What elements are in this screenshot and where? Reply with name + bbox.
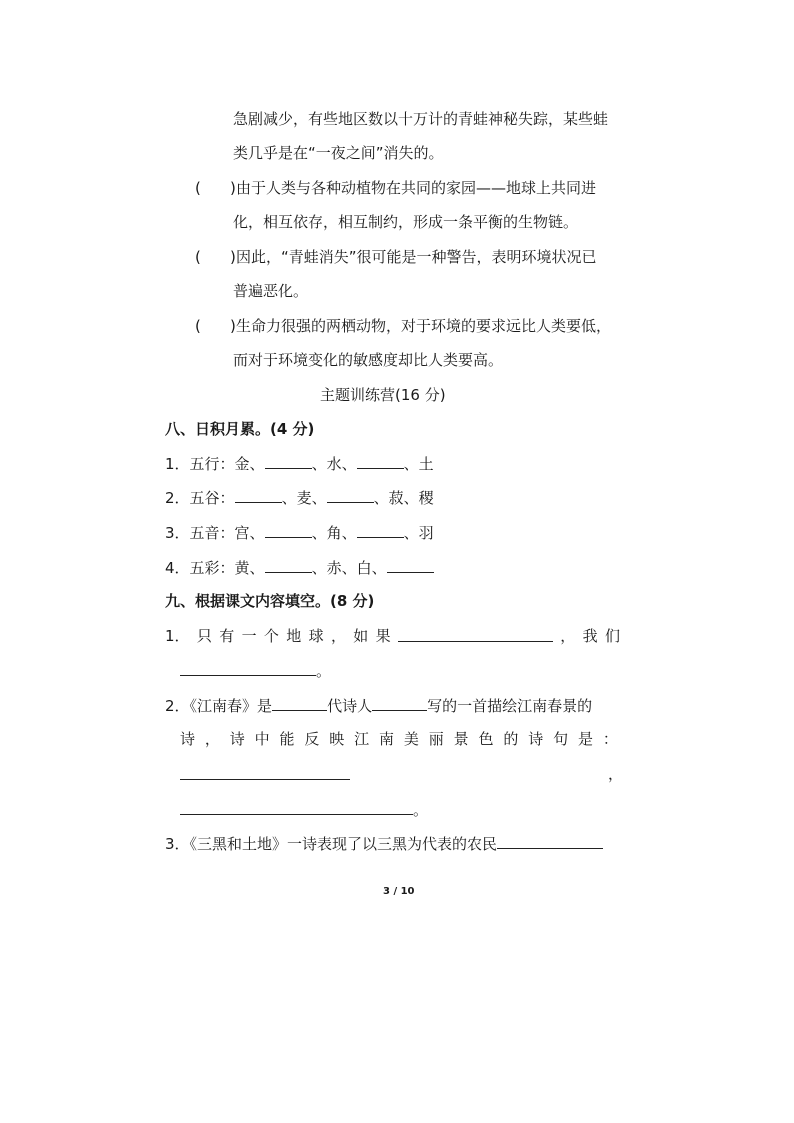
q8-item-2-blank-2[interactable] — [327, 487, 374, 503]
q9-item-2-char: 能 — [279, 730, 295, 748]
page-number: 3 / 10 — [383, 886, 415, 897]
q9-item-1-blank-2[interactable] — [180, 660, 316, 676]
q9-item-2-blank-verse-2[interactable] — [180, 799, 413, 815]
q9-item-1-char: 只 — [196, 627, 212, 645]
q9-item-2-char: 的 — [503, 730, 519, 748]
q9-item-2-line-2 — [180, 729, 618, 749]
q9-item-2-char: 景 — [453, 730, 469, 748]
q9-item-2-line-4 — [180, 799, 428, 820]
q9-item-2-char: 诗 — [229, 730, 245, 748]
q9-item-2-blank-verse-1[interactable] — [180, 764, 350, 780]
q9-item-1-char: 有 — [219, 627, 235, 645]
sentence-1-paren-close: ) — [230, 179, 236, 197]
q9-item-1-char: 果 — [375, 627, 391, 645]
q8-item-4-blank-1[interactable] — [265, 557, 312, 573]
q9-item-2-char: ， — [204, 730, 220, 748]
q8-item-3-blank-2[interactable] — [357, 522, 404, 538]
q9-item-2-char: 是 — [578, 730, 594, 748]
q9-item-2-char: 映 — [329, 730, 345, 748]
q9-item-2-char: 诗 — [528, 730, 544, 748]
q9-item-2-text-b: 代诗人 — [327, 697, 373, 715]
q8-item-1-blank-2[interactable] — [357, 453, 404, 469]
q8-item-4-number: 4． — [165, 559, 190, 577]
q9-item-2-char: ： — [602, 730, 618, 748]
q9-item-1-char: ， — [330, 627, 346, 645]
q9-item-2-char: 美 — [403, 730, 419, 748]
q8-item-3-text-b: 、角、 — [311, 524, 357, 542]
q9-item-2-char: 丽 — [428, 730, 444, 748]
q9-item-2-blank-dynasty[interactable] — [272, 695, 327, 711]
q8-heading: 八、日积月累。(4 分) — [165, 420, 315, 438]
sentence-3-line-a: 生命力很强的两栖动物，对于环境的要求远比人类要低， — [236, 317, 612, 335]
q8-item-3-number: 3． — [165, 524, 190, 542]
q8-item-3-text-a: 五音：宫、 — [189, 524, 265, 542]
q9-item-2-char: 句 — [553, 730, 569, 748]
q9-item-2-char: 江 — [354, 730, 370, 748]
sentence-3-paren-open: ( — [195, 317, 201, 335]
q8-item-4-text-a: 五彩：黄、 — [189, 559, 265, 577]
q8-item-1-number: 1． — [165, 455, 190, 473]
q8-item-1 — [165, 453, 434, 474]
sentence-2-paren-open: ( — [195, 248, 201, 266]
q9-item-1-line-1 — [165, 626, 620, 646]
q9-item-2-char: 色 — [478, 730, 494, 748]
q9-item-2-line-3 — [180, 764, 350, 785]
q9-item-3-blank[interactable] — [497, 833, 603, 849]
q9-item-3-line-1 — [165, 833, 603, 854]
q8-item-2-blank-1[interactable] — [235, 487, 282, 503]
q9-item-1-number: 1． — [165, 627, 190, 645]
sentence-2-paren-close: ) — [230, 248, 236, 266]
q8-item-2-text-a: 五谷： — [189, 489, 235, 507]
sentence-3-paren-close: ) — [230, 317, 236, 335]
sentence-1-paren-open: ( — [195, 179, 201, 197]
q8-item-3-text-c: 、羽 — [403, 524, 434, 542]
sentence-3-line-b: 而对于环境变化的敏感度却比人类要高。 — [233, 351, 504, 369]
q9-item-1-char: 我 — [582, 627, 598, 645]
q8-item-1-text-a: 五行：金、 — [189, 455, 265, 473]
sentence-2-line-a: 因此，“青蛙消失”很可能是一种警告，表明环境状况已 — [236, 248, 597, 266]
q9-item-2-char: 南 — [379, 730, 395, 748]
reading-cont-line-1: 急剧减少，有些地区数以十万计的青蛙神秘失踪，某些蛙 — [233, 110, 609, 128]
q9-item-1-blank-1[interactable] — [398, 626, 553, 642]
q9-item-1-char: 们 — [604, 627, 620, 645]
q9-item-2-number: 2． — [165, 697, 190, 715]
q9-item-1-char: 一 — [241, 627, 257, 645]
q9-item-1-line-2 — [180, 660, 331, 681]
q8-item-3 — [165, 522, 434, 543]
q8-item-1-text-c: 、土 — [403, 455, 434, 473]
q8-item-2-text-b: 、麦、 — [281, 489, 327, 507]
q9-item-2-blank-poet[interactable] — [372, 695, 427, 711]
q9-item-2-line-1 — [165, 695, 592, 716]
q9-item-2-end: 。 — [413, 801, 429, 819]
q9-item-2-text-c: 写的一首描绘江南春景的 — [427, 697, 593, 715]
q8-item-2-text-c: 、菽、稷 — [373, 489, 434, 507]
q9-heading: 九、根据课文内容填空。(8 分) — [165, 592, 375, 610]
q9-item-1-char: 个 — [263, 627, 279, 645]
q9-item-2-comma: ， — [608, 765, 624, 783]
q9-item-3-number: 3． — [165, 835, 190, 853]
sentence-1-line-b: 化，相互依存，相互制约，形成一条平衡的生物链。 — [233, 213, 579, 231]
q9-item-2-text-a: 《江南春》是 — [189, 697, 273, 715]
q8-item-2-number: 2． — [165, 489, 190, 507]
q9-item-1-end: 。 — [316, 662, 332, 680]
reading-cont-line-2: 类几乎是在“一夜之间”消失的。 — [233, 144, 444, 162]
q8-item-4 — [165, 557, 434, 578]
q9-item-2-char: 诗 — [180, 730, 196, 748]
q9-item-1-char: 球 — [308, 627, 324, 645]
q8-item-4-text-b: 、赤、白、 — [311, 559, 387, 577]
sentence-1-line-a: 由于人类与各种动植物在共同的家园——地球上共同进 — [236, 179, 597, 197]
q8-item-1-blank-1[interactable] — [265, 453, 312, 469]
q9-item-3-text: 《三黑和土地》一诗表现了以三黑为代表的农民 — [189, 835, 498, 853]
section-title: 主题训练营(16 分) — [320, 386, 446, 404]
q8-item-4-blank-2[interactable] — [387, 557, 434, 573]
sentence-2-line-b: 普遍恶化。 — [233, 282, 309, 300]
q9-item-1-char: 如 — [353, 627, 369, 645]
q9-item-2-char: 反 — [304, 730, 320, 748]
q8-item-3-blank-1[interactable] — [265, 522, 312, 538]
q8-item-2 — [165, 487, 434, 508]
q9-item-1-comma: ， — [560, 627, 576, 645]
q8-item-1-text-b: 、水、 — [311, 455, 357, 473]
q9-item-2-char: 中 — [254, 730, 270, 748]
q9-item-1-char: 地 — [286, 627, 302, 645]
